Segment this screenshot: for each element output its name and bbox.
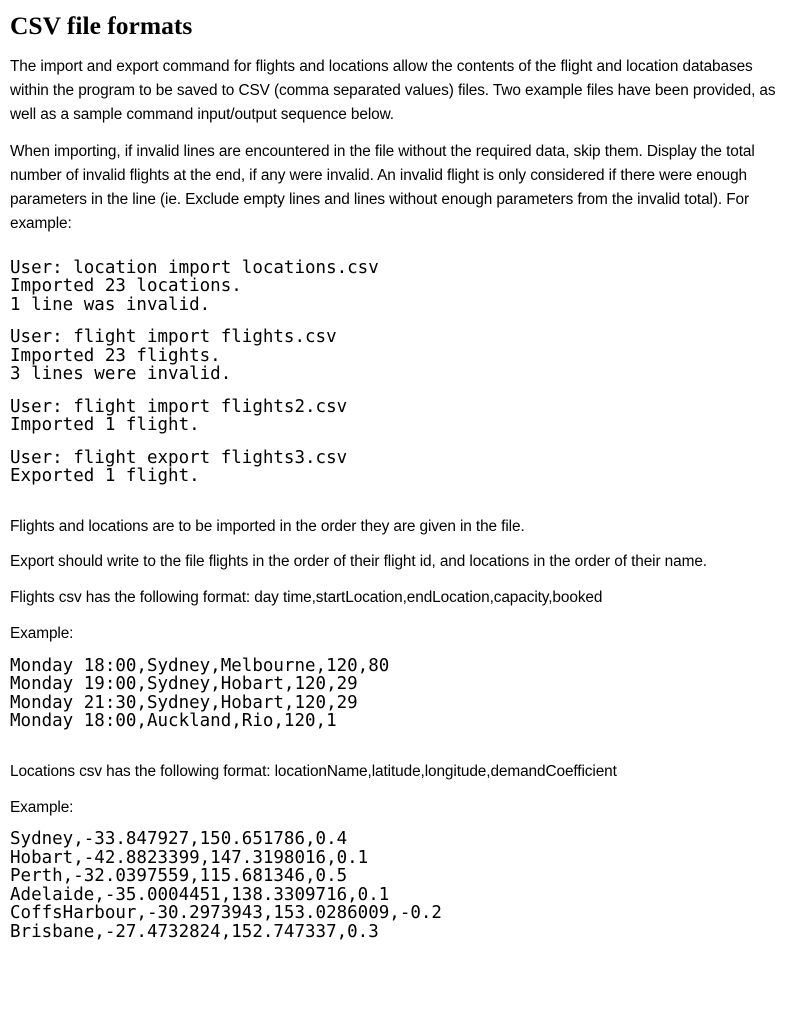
import-order-note: Flights and locations are to be imported in the order they are given in the file. [10,517,525,535]
locations-example-label: Example: [10,798,74,816]
session-example-3: User: flight import flights2.csv Imported 1 flight. [10,396,348,436]
locations-format-description: Locations csv has the following format: locationName,latitude,longitude,demandCoefficient [10,762,617,780]
session-example-2: User: flight import flights.csv Imported 23 flights. 3 lines were invalid. [10,327,337,385]
page-title: CSV file formats [10,11,193,40]
flights-csv-example: Monday 18:00,Sydney,Melbourne,120,80 Monday 19:00,Sydney,Hobart,120,29 Monday 21:30,Sydney,Hobart,120,29 Monday 18:00,Auckland,Rio,120,1 [10,655,390,732]
locations-csv-example: Sydney,-33.847927,150.651786,0.4 Hobart,-42.8823399,147.3198016,0.1 Perth,-32.0397559,115.681346,0.5 Adelaide,-35.0004451,138.3309716,0.1 CoffsHarbour,-30.2973943,153.0286009,-0.2 Brisbane,-27.4732824,152.747337,0.3 [10,829,442,942]
flights-example-label: Example: [10,624,74,642]
flights-format-description: Flights csv has the following format: day time,startLocation,endLocation,capacity,booked [10,589,603,607]
importing-paragraph: When importing, if invalid lines are encountered in the file without the required data, skip them. Display the total number of invalid flights at the end, if any were invalid. An invalid flight is only considered if there were enough parameters in the line (ie. Exclude empty lines and lines without enough parameters from the invalid total). For example: [10,143,755,232]
session-example-4: User: flight export flights3.csv Exported 1 flight. [10,447,348,487]
intro-paragraph: The import and export command for flights and locations allow the contents of the flight and location databases within the program to be saved to CSV (comma separated values) files. Two example files have been provided, as well as a sample command input/output sequence below. [10,58,776,123]
session-example-1: User: location import locations.csv Imported 23 locations. 1 line was invalid. [10,257,379,315]
export-order-note: Export should write to the file flights in the order of their flight id, and locations in the order of their name. [10,553,707,571]
